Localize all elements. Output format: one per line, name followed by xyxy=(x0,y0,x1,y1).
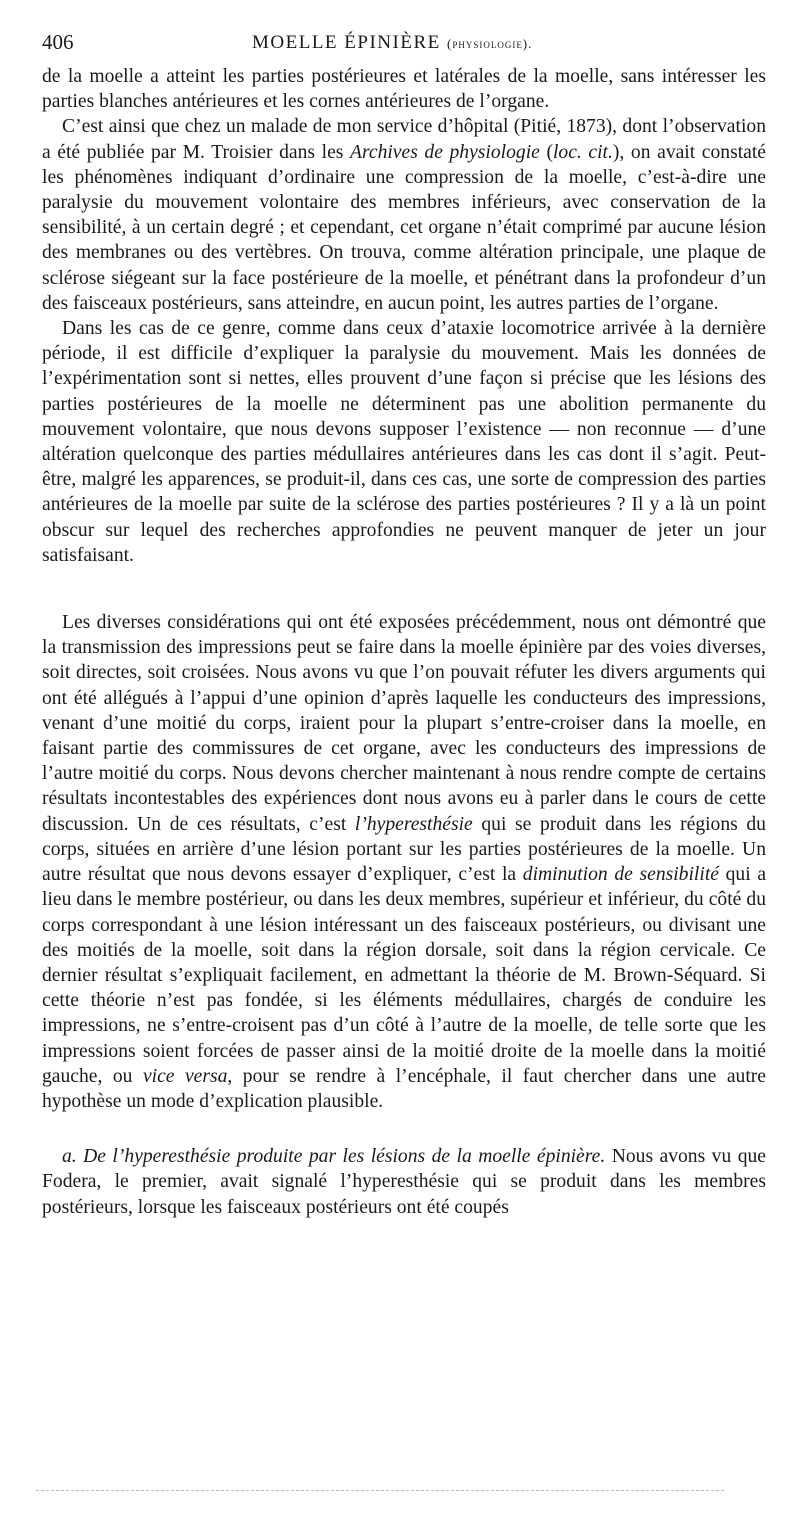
section-gap xyxy=(42,1114,766,1144)
term-hyperesthesie: l’hyperesthésie xyxy=(354,813,473,835)
term-diminution: diminution de sensibilité xyxy=(522,864,719,886)
running-title-main: MOELLE ÉPINIÈRE xyxy=(252,32,441,53)
paragraph-section-a: a. De l’hyperesthésie produite par les lésions de la moelle épinière. Nous avons vu que Fodera, le premier, avait signalé l’hyperesthésie qui se produit dans les membres postérieurs, lorsque les faisceaux postérieurs ont été coupés xyxy=(42,1146,766,1218)
paragraph-clinical-case: C’est ainsi que chez un malade de mon service d’hôpital (Pitié, 1873), dont l’observation a été publiée par M. Troisier dans les Archives de physiologie (loc. cit.), on avait constaté les phénomènes indiquant d’ordinaire une compression de la moelle, c’est-à-dire une paralysie du mouvement volontaire des membres inférieurs, avec conservation de la sensibilité, à un certain degré ; et cependant, cet organe n’était comprimé par aucune lésion des membranes ou des vertèbres. On trouva, comme altération principale, une plaque de sclérose siégeant sur la face postérieure de la moelle, et pénétrant dans la profondeur d’un des faisceaux postérieurs, sans atteindre, en aucun point, les autres parties de l’organe. xyxy=(42,116,766,314)
paragraph-considerations: Les diverses considérations qui ont été exposées précédemment, nous ont démontré que la transmission des impressions peut se faire dans la moelle épinière par des voies diverses, soit directes, soit croisées. Nous avons vu que l’on pouvait réfuter les divers arguments qui ont été allégués à l’appui d’une opinion d’après laquelle les conducteurs des impressions, venant d’une moitié du corps, iraient pour la plupart s’entre-croiser dans la moelle, en faisant partie des commissures de cet organe, avec les conducteurs des impressions de l’autre moitié du corps. Nous devons chercher maintenant à nous rendre compte de certains résultats incontestables des expériences dont nous avons eu à parler dans le cours de cette discussion. Un de ces résultats, c’est l’hyperesthésie qui se produit dans les régions du corps, situées en arrière d’une lésion portant sur les parties postérieures de la moelle. Un autre résultat que nous devons essayer d’expliquer, c’est la diminution de sensibilité qui a lieu dans le membre postérieur, ou dans les deux membres, supérieur et inférieur, du côté du corps correspondant à une lésion intéressant un des faisceaux postérieurs, ou divisant une des moitiés de la moelle, soit dans la région dorsale, soit dans la région cervicale. Ce dernier résultat s’expliquait facilement, en admettant la théorie de M. Brown-Séquard. Si cette théorie n’est pas fondée, si les éléments médullaires, chargés de conduire les impressions, ne s’entre-croisent pas d’un côté à l’autre de la moelle, de telle sorte que les impressions soient forcées de passer ainsi de la moitié droite de la moelle dans la moitié gauche, ou vice versa, pour se rendre à l’encéphale, il faut chercher dans une autre hypothèse un mode d’explication plausible. xyxy=(42,612,767,1112)
footer-rule xyxy=(36,1490,724,1491)
body-text xyxy=(42,64,766,1220)
journal-title: Archives de physiologie xyxy=(350,141,540,163)
paragraph-continuation: de la moelle a atteint les parties postérieures et latérales de la moelle, sans intéresser les parties blanches antérieures et les cornes antérieures de l’organe. xyxy=(42,66,766,113)
paragraph-ataxia: Dans les cas de ce genre, comme dans ceux d’ataxie locomotrice arrivée à la dernière période, il est difficile d’expliquer la paralysie du mouvement. Mais les données de l’expérimentation sont si nettes, elles prouvent d’une façon si précise que les lésions des parties postérieures de la moelle ne déterminent pas une abolition permanente du mouvement volontaire, que nous devons supposer l’existence — non reconnue — d’une altération quelconque des parties médullaires antérieures dans les cas dont il s’agit. Peut-être, malgré les apparences, se produit-il, dans ces cas, une sorte de compression des parties antérieures de la moelle par suite de la sclérose des parties postérieures ? Il y a là un point obscur sur lequel des recherches approfondies ne peuvent manquer de jeter un jour satisfaisant. xyxy=(42,318,766,566)
page-header xyxy=(42,30,762,60)
loc-cit: loc. cit. xyxy=(552,141,613,163)
running-title xyxy=(252,32,532,54)
page-number: 406 xyxy=(42,30,74,54)
section-gap xyxy=(42,568,766,610)
section-heading: a. De l’hyperesthésie produite par les lésions de la moelle épinière. xyxy=(62,1146,606,1168)
running-title-sub: (physiologie). xyxy=(446,36,533,51)
term-vice-versa: vice versa xyxy=(142,1065,228,1087)
